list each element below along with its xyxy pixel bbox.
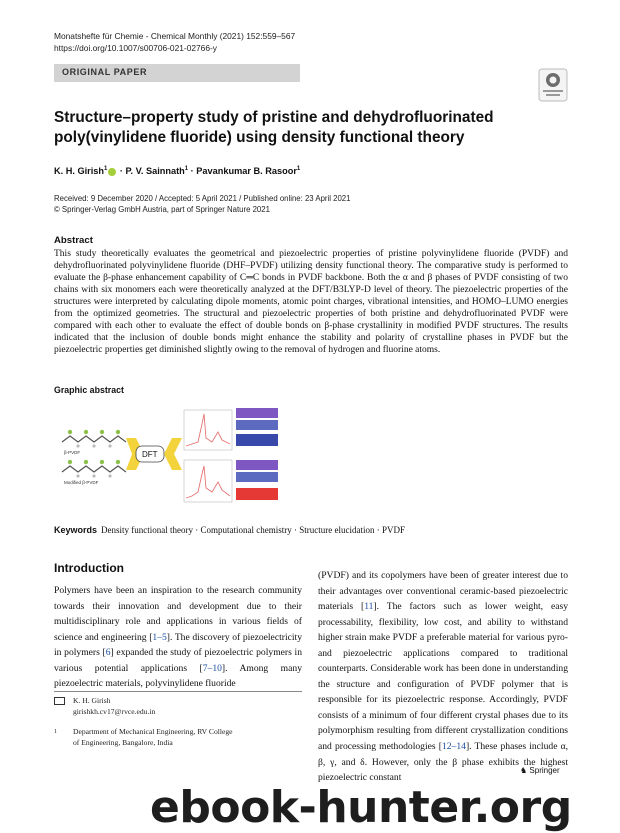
- author-3-affil: 1: [296, 166, 301, 172]
- molecule-bottom: [236, 460, 278, 500]
- text-run: Polymers have been an inspiration to the research community towards their innovation and development due to their multidisciplinary role and applications in various fields of science and engineering [: [54, 585, 302, 643]
- corresponding-author: [54, 696, 155, 717]
- article-type-label: ORIGINAL PAPER: [62, 67, 148, 77]
- article-title: [54, 108, 534, 148]
- citation-link[interactable]: 1–5: [152, 631, 167, 643]
- abstract-heading: Abstract: [54, 235, 93, 246]
- doi-link[interactable]: https://doi.org/10.1007/s00706-021-02766-y: [54, 43, 217, 53]
- footnote-divider: [54, 691, 302, 692]
- corresponding-author-name: K. H. Girish: [73, 696, 111, 705]
- arrow-shape-right: [164, 438, 182, 470]
- text-run: ] expanded the study of piezoelectric polymers in various potential applications [: [54, 647, 302, 674]
- citation-link[interactable]: 12–14: [441, 741, 466, 753]
- check-for-updates-badge[interactable]: [538, 68, 568, 102]
- article-dates: [54, 193, 350, 215]
- intro-left-column: [54, 583, 302, 692]
- author-2[interactable]: P. V. Sainnath: [125, 166, 185, 177]
- author-sep-2: ·: [188, 166, 197, 177]
- citation-link[interactable]: 11: [364, 601, 374, 613]
- copyright-line: © Springer-Verlag GmbH Austria, part of Springer Nature 2021: [54, 205, 270, 214]
- affiliation-line-2: of Engineering, Bangalore, India: [73, 737, 173, 747]
- bottom-chain-label: Modified β-PVDF: [64, 480, 99, 485]
- author-1-affil: 1: [104, 166, 108, 172]
- introduction-heading: Introduction: [54, 561, 124, 575]
- corresponding-email[interactable]: girishkh.cv17@rvce.edu.in: [73, 706, 156, 716]
- publisher-logo: [520, 766, 560, 775]
- author-sep-1: ·: [117, 166, 126, 177]
- citation-link[interactable]: 7–10: [202, 662, 222, 674]
- envelope-icon: [54, 697, 65, 705]
- author-2-affil: 1: [184, 166, 189, 172]
- affiliation: [54, 727, 302, 748]
- author-1[interactable]: K. H. Girish: [54, 166, 105, 177]
- graphic-abstract-figure: [60, 402, 280, 514]
- watermark: ebook-hunter.org: [150, 782, 572, 833]
- citation-link[interactable]: 6: [105, 647, 111, 659]
- spectrum-bottom: [184, 460, 232, 502]
- journal-header: [54, 30, 295, 54]
- molecule-top: [236, 408, 278, 446]
- intro-right-column: [318, 568, 568, 786]
- graphic-abstract-heading: Graphic abstract: [54, 385, 124, 395]
- text-run: ]. These phases include α, β, γ, and δ. However, only the β phase exhibits the highest piezoelectric constant: [318, 741, 568, 784]
- author-list: [54, 166, 300, 176]
- keywords: [54, 525, 405, 535]
- keywords-label: Keywords: [54, 525, 98, 535]
- affiliation-number: 1: [54, 729, 57, 735]
- orcid-icon[interactable]: [108, 168, 116, 176]
- keywords-text: Density functional theory · Computational chemistry · Structure elucidation · PVDF: [101, 525, 405, 535]
- history-dates: Received: 9 December 2020 / Accepted: 5 April 2021 / Published online: 23 April 2021: [54, 194, 351, 203]
- article-type-banner: [54, 64, 300, 82]
- top-chain: [62, 430, 126, 448]
- title-line-2: poly(vinylidene fluoride) using density functional theory: [54, 129, 465, 146]
- text-run: ]. The factors such as lower weight, easy processability, flexibility, low cost, and ability to withstand higher strain make PVDF a preferable material for various pyro- and piezoelectric applications compared to traditional counterparts. Considerable work has been done in understanding the structure and configuration of PVDF polymer that is responsible for its piezoelectric response. Accordingly, PVDF consists of a minimum of four different crystal phases due to its polymorphism resulting from different crystallization conditions and processing methodologies [: [318, 601, 568, 753]
- dft-label: DFT: [142, 450, 158, 459]
- text-run: (PVDF) and its copolymers have been of greater interest due to their advantages over conventional ceramic-based piezoelectric materials [: [318, 570, 568, 613]
- bottom-chain: [62, 460, 126, 478]
- text-run: ]. The discovery of piezoelectricity in polymers [: [54, 631, 302, 659]
- journal-citation: Monatshefte für Chemie - Chemical Monthly (2021) 152:559–567: [54, 31, 296, 41]
- check-updates-icon: [538, 68, 568, 102]
- text-run: ]. Among many piezoelectric materials, polyvinylidene fluoride: [54, 662, 302, 690]
- title-line-1: Structure–property study of pristine and dehydrofluorinated: [54, 109, 494, 126]
- affiliation-line-1: Department of Mechanical Engineering, RV College: [73, 727, 233, 736]
- spectrum-top: [184, 410, 232, 450]
- author-3[interactable]: Pavankumar B. Rasoor: [196, 166, 297, 177]
- publisher-name: Springer: [529, 766, 560, 775]
- springer-horse-icon: ♞: [520, 766, 528, 775]
- top-chain-label: β-PVDF: [64, 450, 81, 455]
- abstract-text: This study theoretically evaluates the geometrical and piezoelectric properties of pristine polyvinylidene fluoride (PVDF) and dehydrofluorinated polyvinylidene fluoride (DHF–PVDF) utilizing density functional theory. The comparative study is performed to evaluate the β-phase enhancement capability of C═C bonds in PVDF backbone. Both the α and β phases of PVDF consisting of two chains with six monomers each were theoretically analyzed at the DFT/B3LYP-D level of theory. The piezoelectric properties of the structures were interpreted by calculating dipole moments, atomic point charges, vibrational intensities, and HOMO–LUMO energies from the optimized geometries. The structural and piezoelectric properties of both pristine and dehydrofluorinated PVDF were compared with each other to evaluate the effect of double bonds on β-phase crystallinity in modified PVDF structures. The results indicated that the inclusion of double bonds might enhance the stability and polarity of crystalline phases in PVDF but the piezoelectric properties get diminished slightly owing to the removal of hydrogen and fluorine atoms.: [54, 249, 568, 355]
